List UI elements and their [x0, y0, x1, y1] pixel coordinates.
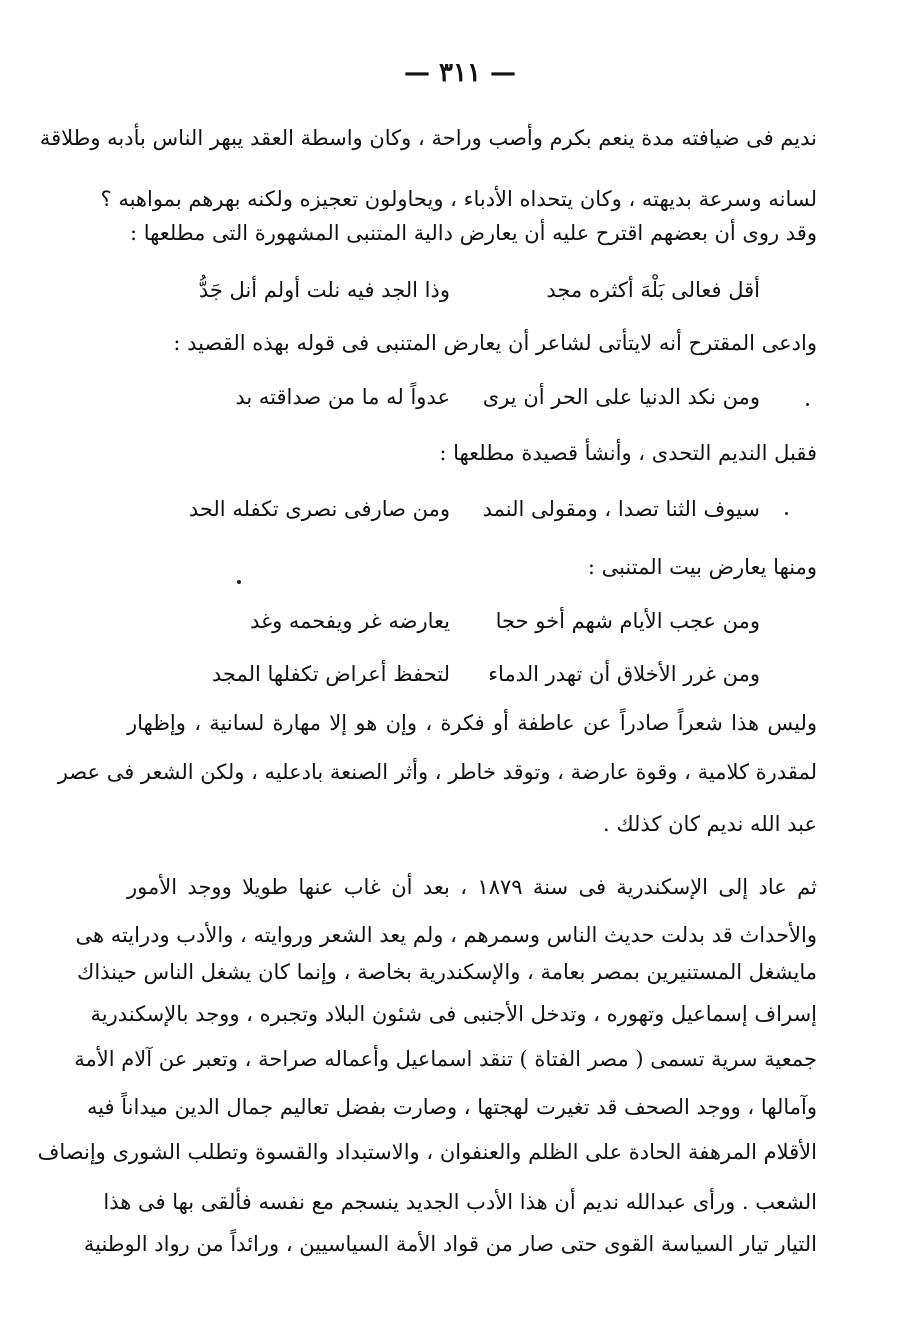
verse-hemistich: سيوف الثنا تصدا ، ومقولى النمد [482, 497, 760, 521]
ink-speck [237, 580, 241, 584]
text-line: وليس هذا شعراً صادراً عن عاطفة أو فكرة ، وإن هو إلا مهارة لسانية ، وإظهار [127, 711, 817, 735]
text-line: فقبل النديم التحدى ، وأنشأ قصيدة مطلعها : [439, 441, 817, 465]
verse-hemistich: ومن نكد الدنيا على الحر أن يرى [482, 385, 760, 409]
verse-hemistich: وذا الجد فيه نلت أولم أنل جَدُّ [198, 278, 450, 302]
verse-hemistich: ومن عجب الأيام شهم أخو حجا [495, 609, 760, 633]
text-line: إسراف إسماعيل وتهوره ، وتدخل الأجنبى فى شئون البلاد وتجبره ، ووجد بالإسكندرية [90, 1002, 817, 1026]
text-line: التيار تيار السياسة القوى حتى صار من قواد الأمة السياسيين ، ورائداً من رواد الوطنية [83, 1232, 817, 1256]
verse-hemistich: عدواً له ما من صداقته بد [235, 385, 450, 409]
text-line: نديم فى ضيافته مدة ينعم بكرم وأصب وراحة ، وكان واسطة العقد يبهر الناس بأدبه وطلاقة [39, 126, 817, 150]
text-line: لمقدرة كلامية ، وقوة عارضة ، وتوقد خاطر ، وأثر الصنعة بادعليه ، ولكن الشعر فى عصر [57, 760, 817, 784]
verse-hemistich: أقل فعالى بَلْهَ أكثره مجد [546, 278, 760, 302]
text-line: عبد الله نديم كان كذلك . [602, 812, 817, 836]
text-line: الأقلام المرهفة الحادة على الظلم والعنفوان ، والاستبداد والقسوة وتطلب الشورى وإنصاف [37, 1140, 817, 1164]
text-line: جمعية سرية تسمى ( مصر الفتاة ) تنقد اسماعيل وأعماله صراحة ، وتعبر عن آلام الأمة [74, 1047, 817, 1071]
verse-hemistich: ومن غرر الأخلاق أن تهدر الدماء [488, 662, 760, 686]
text-line: لسانه وسرعة بديهته ، وكان يتحداه الأدباء ، ويحاولون تعجيزه ولكنه بهرهم بمواهبه ؟ [100, 187, 817, 211]
ink-speck [806, 403, 809, 406]
text-line: وآمالها ، ووجد الصحف قد تغيرت لهجتها ، وصارت بفضل تعاليم جمال الدين ميداناً فيه [86, 1095, 817, 1119]
text-line: الشعب . ورأى عبدالله نديم أن هذا الأدب الجديد ينسجم مع نفسه فألقى بها فى هذا [103, 1190, 817, 1214]
text-line: ثم عاد إلى الإسكندرية فى سنة ١٨٧٩ ، بعد أن غاب عنها طويلا ووجد الأمور [127, 875, 817, 899]
verse-hemistich: ومن صارفى نصرى تكفله الحد [188, 497, 450, 521]
ink-speck [785, 512, 788, 515]
verse-hemistich: يعارضه غر ويفحمه وغد [250, 609, 450, 633]
text-line: والأحداث قد بدلت حديث الناس وسمرهم ، ولم يعد الشعر وروايته ، والأدب ودرايته هى [75, 923, 817, 947]
text-line: وقد روى أن بعضهم اقترح عليه أن يعارض دالية المتنبى المشهورة التى مطلعها : [129, 221, 817, 245]
text-line: وادعى المقترح أنه لايتأتى لشاعر أن يعارض المتنبى فى قوله بهذه القصيد : [173, 331, 817, 355]
text-line: مايشغل المستنيرين بمصر بعامة ، والإسكندرية بخاصة ، وإنما كان يشغل الناس حينذاك [77, 960, 817, 984]
text-line: ومنها يعارض بيت المتنبى : [587, 555, 817, 579]
page-number: — ٣١١ — [403, 58, 517, 88]
verse-hemistich: لتحفظ أعراض تكفلها المجد [211, 662, 450, 686]
